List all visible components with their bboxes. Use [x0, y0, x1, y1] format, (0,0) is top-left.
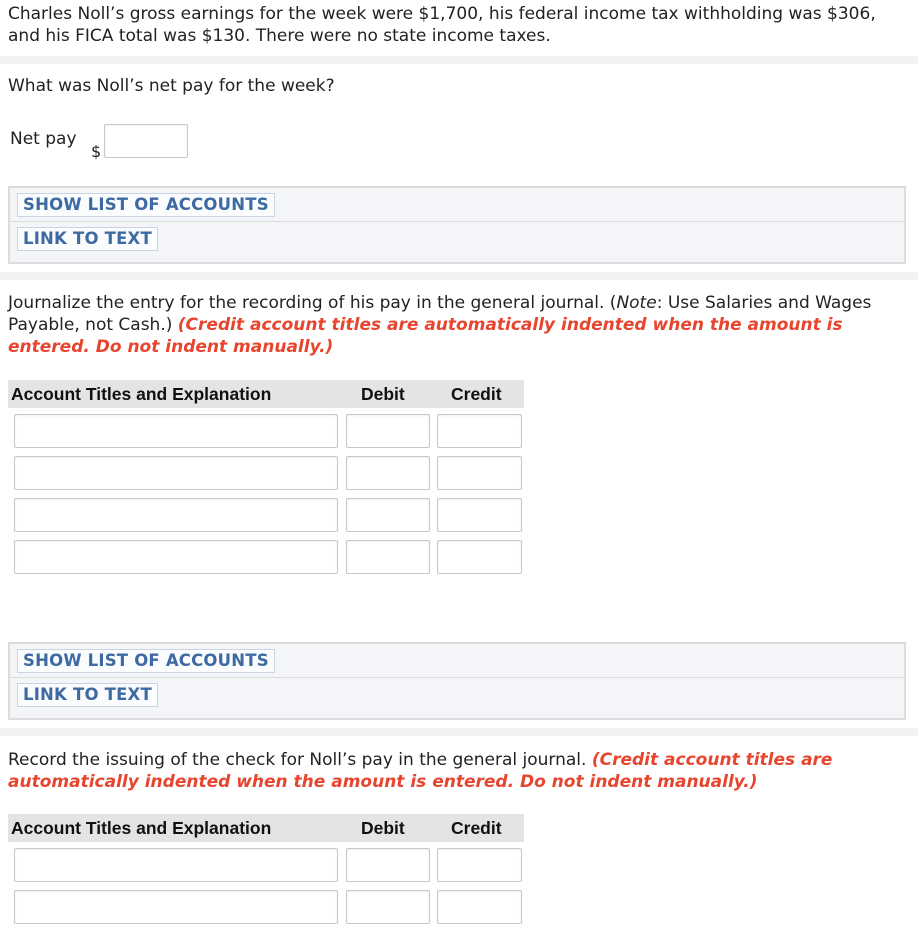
header-debit: Debit — [361, 384, 405, 404]
credit-input[interactable] — [437, 540, 522, 574]
debit-input[interactable] — [346, 540, 430, 574]
currency-symbol: $ — [91, 142, 102, 161]
credit-input[interactable] — [437, 414, 522, 448]
journal-table-header — [8, 814, 524, 842]
q3-text: Record the issuing of the check for Noll’s pay in the general journal. — [8, 750, 587, 770]
header-account-titles: Account Titles and Explanation — [11, 384, 272, 404]
section-divider — [0, 56, 918, 64]
header-account-titles: Account Titles and Explanation — [11, 818, 272, 838]
row-divider — [10, 221, 904, 222]
question-net-pay: What was Noll’s net pay for the week? — [8, 76, 335, 96]
indent-instruction: (Credit account titles are automatically indented when the amount is entered. Do not indent manually.) — [8, 315, 843, 357]
account-title-input[interactable] — [14, 456, 338, 490]
account-title-input[interactable] — [14, 540, 338, 574]
link-to-text-button[interactable]: LINK TO TEXT — [17, 227, 158, 251]
account-title-input[interactable] — [14, 890, 338, 924]
section-divider — [0, 728, 918, 736]
credit-input[interactable] — [437, 890, 522, 924]
debit-input[interactable] — [346, 498, 430, 532]
journal-table-header — [8, 380, 524, 408]
question-journalize-pay — [8, 292, 893, 358]
link-to-text-button[interactable]: LINK TO TEXT — [17, 683, 158, 707]
debit-input[interactable] — [346, 848, 430, 882]
account-title-input[interactable] — [14, 498, 338, 532]
indent-instruction: (Credit account titles are automatically indented when the amount is entered. Do not indent manually.) — [8, 750, 833, 792]
show-list-of-accounts-button[interactable]: SHOW LIST OF ACCOUNTS — [17, 649, 275, 673]
show-list-of-accounts-button[interactable]: SHOW LIST OF ACCOUNTS — [17, 193, 275, 217]
debit-input[interactable] — [346, 890, 430, 924]
account-title-input[interactable] — [14, 414, 338, 448]
header-debit: Debit — [361, 818, 405, 838]
net-pay-input[interactable] — [104, 124, 188, 158]
net-pay-label: Net pay — [10, 129, 77, 149]
section-divider — [0, 272, 918, 280]
resource-links-2 — [8, 642, 906, 720]
debit-input[interactable] — [346, 414, 430, 448]
credit-input[interactable] — [437, 498, 522, 532]
credit-input[interactable] — [437, 848, 522, 882]
resource-links-1 — [8, 186, 906, 264]
debit-input[interactable] — [346, 456, 430, 490]
q2-text-after: : Use Salaries and Wages Payable, not Cash.) — [8, 293, 872, 335]
header-credit: Credit — [451, 818, 502, 838]
credit-input[interactable] — [437, 456, 522, 490]
account-title-input[interactable] — [14, 848, 338, 882]
note-word: Note — [616, 293, 657, 313]
q2-text: Journalize the entry for the recording of his pay in the general journal. ( — [8, 293, 617, 313]
header-credit: Credit — [451, 384, 502, 404]
question-record-check — [8, 749, 888, 793]
row-divider — [10, 677, 904, 678]
problem-statement: Charles Noll’s gross earnings for the week were $1,700, his federal income tax withholding was $306, and his FICA total was $130. There were no state income taxes. — [8, 4, 876, 46]
